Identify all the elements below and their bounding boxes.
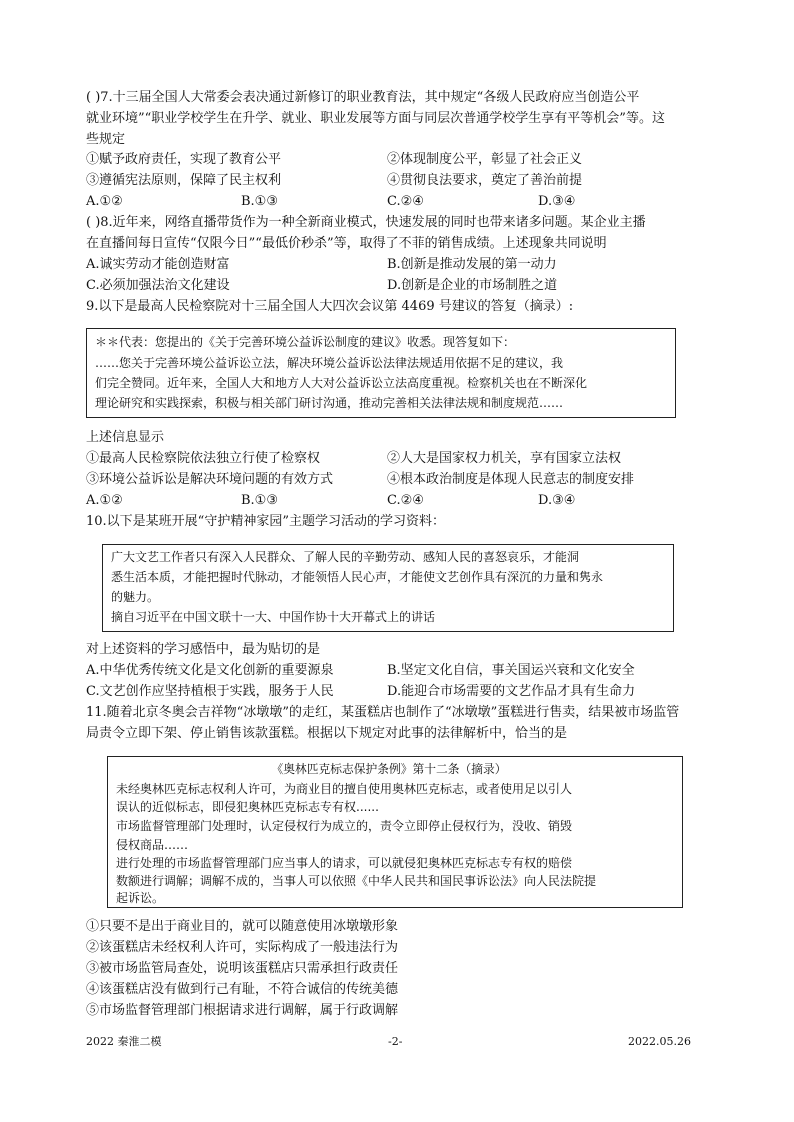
q11-regulation-line-3: 市场监督管理部门处理时，认定侵权行为成立的，责令立即停止侵权行为，没收、销毁 (116, 819, 573, 833)
q11-regulation-line-5: 进行处理的市场监督管理部门应当事人的请求，可以就侵犯奥林匹克标志专有权的赔偿 (116, 856, 573, 870)
q7-stem-line-1: ( )7.十三届全国人大常委会表决通过新修订的职业教育法，其中规定“各级人民政府应当创造公平 (86, 90, 640, 105)
q11-statement-2: ②该蛋糕店未经权利人许可，实际构成了一般违法行为 (86, 940, 399, 955)
q10-option-b: B.坚定文化自信，事关国运兴衰和文化安全 (387, 663, 635, 678)
q10-option-a: A.中华优秀传统文化是文化创新的重要源泉 (86, 663, 334, 678)
q8-option-c: C.必须加强法治文化建设 (86, 278, 230, 293)
q7-statement-3: ③遵循宪法原则，保障了民主权利 (86, 173, 282, 188)
q10-quote-box (102, 544, 674, 632)
q11-regulation-box (107, 756, 683, 908)
q11-regulation-line-2: 误认的近似标志，即侵犯奥林匹克标志专有权...... (116, 800, 379, 814)
q9-statement-2: ②人大是国家权力机关，享有国家立法权 (387, 451, 622, 466)
q8-stem-line-2: 在直播间每日宣传“仅限今日”“最低价秒杀”等，取得了不菲的销售成绩。上述现象共同说明 (86, 236, 607, 251)
q10-after-text: 对上述资料的学习感悟中，最为贴切的是 (86, 642, 321, 657)
q9-option-a: A.①② (86, 493, 123, 508)
q7-option-a: A.①② (86, 194, 123, 209)
q9-quote-box (86, 328, 676, 418)
q9-quote-line-4: 理论研究和实践探索，积极与相关部门研讨沟通，推动完善相关法律法规和制度规范…… (95, 396, 564, 410)
q11-statement-1: ①只要不是出于商业目的，就可以随意使用冰墩墩形象 (86, 919, 399, 934)
q10-option-d: D.能迎合市场需要的文艺作品才具有生命力 (387, 684, 636, 699)
q10-quote-source: 摘自习近平在中国文联十一大、中国作协十大开幕式上的讲话 (111, 610, 436, 624)
q9-after-text: 上述信息显示 (86, 430, 165, 445)
q10-option-c: C.文艺创作应坚持植根于实践，服务于人民 (86, 684, 334, 699)
q11-regulation-line-7: 起诉讼。 (116, 891, 165, 905)
q7-statement-2: ②体现制度公平，彰显了社会正义 (387, 152, 583, 167)
q9-option-c: C.②④ (387, 493, 424, 508)
q10-stem: 10.以下是某班开展“守护精神家园”主题学习活动的学习资料： (86, 514, 445, 529)
q9-option-d: D.③④ (538, 493, 576, 508)
footer-date: 2022.05.26 (628, 1035, 691, 1048)
q9-option-b: B.①③ (241, 493, 278, 508)
q9-statement-1: ①最高人民检察院依法独立行使了检察权 (86, 451, 321, 466)
q7-stem-line-3: 些规定 (86, 132, 126, 147)
q7-option-d: D.③④ (538, 194, 576, 209)
q8-stem-line-1: ( )8.近年来，网络直播带货作为一种全新商业模式，快速发展的同时也带来诸多问题。某企业主播 (86, 215, 646, 230)
q11-statement-3: ③被市场监管局查处，说明该蛋糕店只需承担行政责任 (86, 961, 399, 976)
q7-option-c: C.②④ (387, 194, 424, 209)
q8-option-d: D.创新是企业的市场制胜之道 (387, 278, 558, 293)
q9-quote-line-2: ……您关于完善环境公益诉讼立法，解决环境公益诉讼法律法规适用依据不足的建议，我 (95, 356, 564, 370)
q11-statement-5: ⑤市场监督管理部门根据请求进行调解，属于行政调解 (86, 1003, 399, 1018)
q9-statement-4: ④根本政治制度是体现人民意志的制度安排 (387, 472, 635, 487)
q9-quote-line-3: 们完全赞同。近年来，全国人大和地方人大对公益诉讼立法高度重视。检察机关也在不断深化 (95, 376, 588, 390)
q11-stem-line-2: 局责令立即下架、停止销售该款蛋糕。根据以下规定对此事的法律解析中，恰当的是 (86, 726, 568, 741)
q10-quote-line-3: 的魅力。 (111, 590, 160, 604)
q10-quote-line-1: 广大文艺工作者只有深入人民群众、了解人民的辛勤劳动、感知人民的喜怒哀乐，才能洞 (111, 550, 580, 564)
footer-page-number: -2- (388, 1035, 403, 1048)
q11-regulation-line-1: 未经奥林匹克标志权利人许可，为商业目的擅自使用奥林匹克标志，或者使用足以引人 (116, 782, 573, 796)
q11-regulation-line-6: 数额进行调解；调解不成的，当事人可以依照《中华人民共和国民事诉讼法》向人民法院提 (116, 874, 597, 888)
q7-statement-1: ①赋予政府责任，实现了教育公平 (86, 152, 282, 167)
q10-quote-line-2: 悉生活本质，才能把握时代脉动，才能领悟人民心声，才能使文艺创作具有深沉的力量和隽永 (111, 570, 604, 584)
q11-stem-line-1: 11.随着北京冬奥会吉祥物“冰墩墩”的走红，某蛋糕店也制作了“冰墩墩”蛋糕进行售卖，结果被市场监管 (86, 705, 680, 720)
q7-option-b: B.①③ (241, 194, 278, 209)
footer-exam-name: 2022 秦淮二模 (86, 1035, 162, 1048)
q8-option-a: A.诚实劳动才能创造财富 (86, 257, 230, 272)
q7-stem-line-2: 就业环境”“职业学校学生在升学、就业、职业发展等方面与同层次普通学校学生享有平等机会”等。这 (86, 111, 665, 126)
q11-statement-4: ④该蛋糕店没有做到行己有耻，不符合诚信的传统美德 (86, 982, 399, 997)
q9-stem: 9.以下是最高人民检察院对十三届全国人大四次会议第 4469 号建议的答复（摘录）: (86, 299, 574, 314)
q8-option-b: B.创新是推动发展的第一动力 (387, 257, 557, 272)
q11-regulation-title: 《奥林匹克标志保护条例》第十二条（摘录） (271, 762, 507, 776)
q9-statement-3: ③环境公益诉讼是解决环境问题的有效方式 (86, 472, 334, 487)
q9-quote-line-1: ＊＊代表：您提出的《关于完善环境公益诉讼制度的建议》收悉。现答复如下： (95, 335, 516, 349)
q7-statement-4: ④贯彻良法要求，奠定了善治前提 (387, 173, 583, 188)
q11-regulation-line-4: 侵权商品…… (116, 838, 189, 852)
